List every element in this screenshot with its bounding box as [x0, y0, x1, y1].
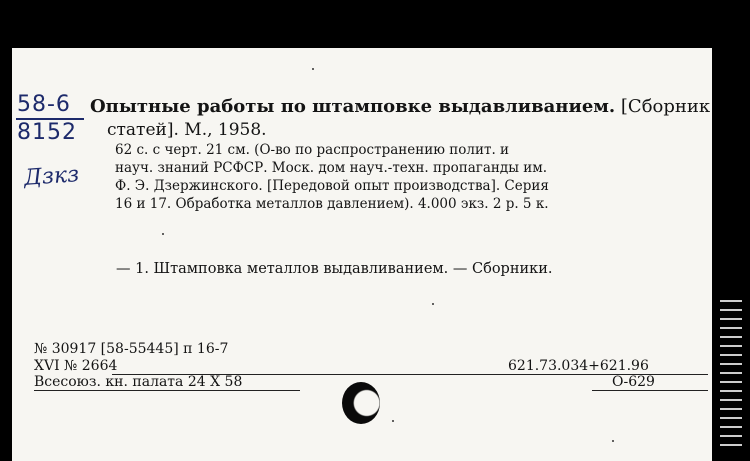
scan-speck	[312, 68, 314, 70]
handwritten-note: Дзкз	[23, 162, 80, 191]
title-rest: [Сборник	[615, 96, 711, 117]
footer-rule	[508, 374, 708, 375]
catalog-card	[12, 48, 712, 461]
scan-speck	[612, 440, 614, 442]
scan-speck	[162, 233, 164, 235]
title-continuation: статей]. М., 1958.	[107, 120, 267, 140]
series-number: XVI № 2664	[34, 358, 118, 374]
registration-number: № 30917 [58-55445] п 16-7	[34, 341, 229, 357]
scan-speck	[432, 303, 434, 305]
scan-speck	[392, 420, 394, 422]
description-line: науч. знаний РСФСР. Моск. дом науч.-техн. пропаганды им.	[115, 160, 548, 176]
call-number-line1: 58-6	[17, 92, 71, 117]
description-line: 62 с. с черт. 21 см. (О-во по распространению полит. и	[115, 142, 510, 158]
book-chamber: Всесоюз. кн. палата 24 X 58	[34, 374, 243, 390]
scan-border-right	[712, 0, 750, 461]
subject-heading: — 1. Штамповка металлов выдавливанием. — Сборники.	[116, 261, 553, 277]
author-code: О-629	[612, 374, 655, 390]
footer-rule	[592, 390, 708, 391]
call-number-line2: 8152	[17, 120, 77, 145]
description-line: Ф. Э. Дзержинского. [Передовой опыт производства]. Серия	[115, 178, 549, 194]
title-main: Опытные работы по штамповке выдавливанием.	[90, 96, 616, 117]
card-punch-hole	[342, 382, 380, 424]
scan-border-top	[0, 0, 750, 48]
scan-artifact	[720, 300, 742, 450]
udc-classification: 621.73.034+621.96	[508, 358, 649, 374]
record-title	[90, 96, 710, 117]
footer-rule	[34, 390, 300, 391]
description-line: 16 и 17. Обработка металлов давлением). 4.000 экз. 2 р. 5 к.	[115, 196, 549, 212]
